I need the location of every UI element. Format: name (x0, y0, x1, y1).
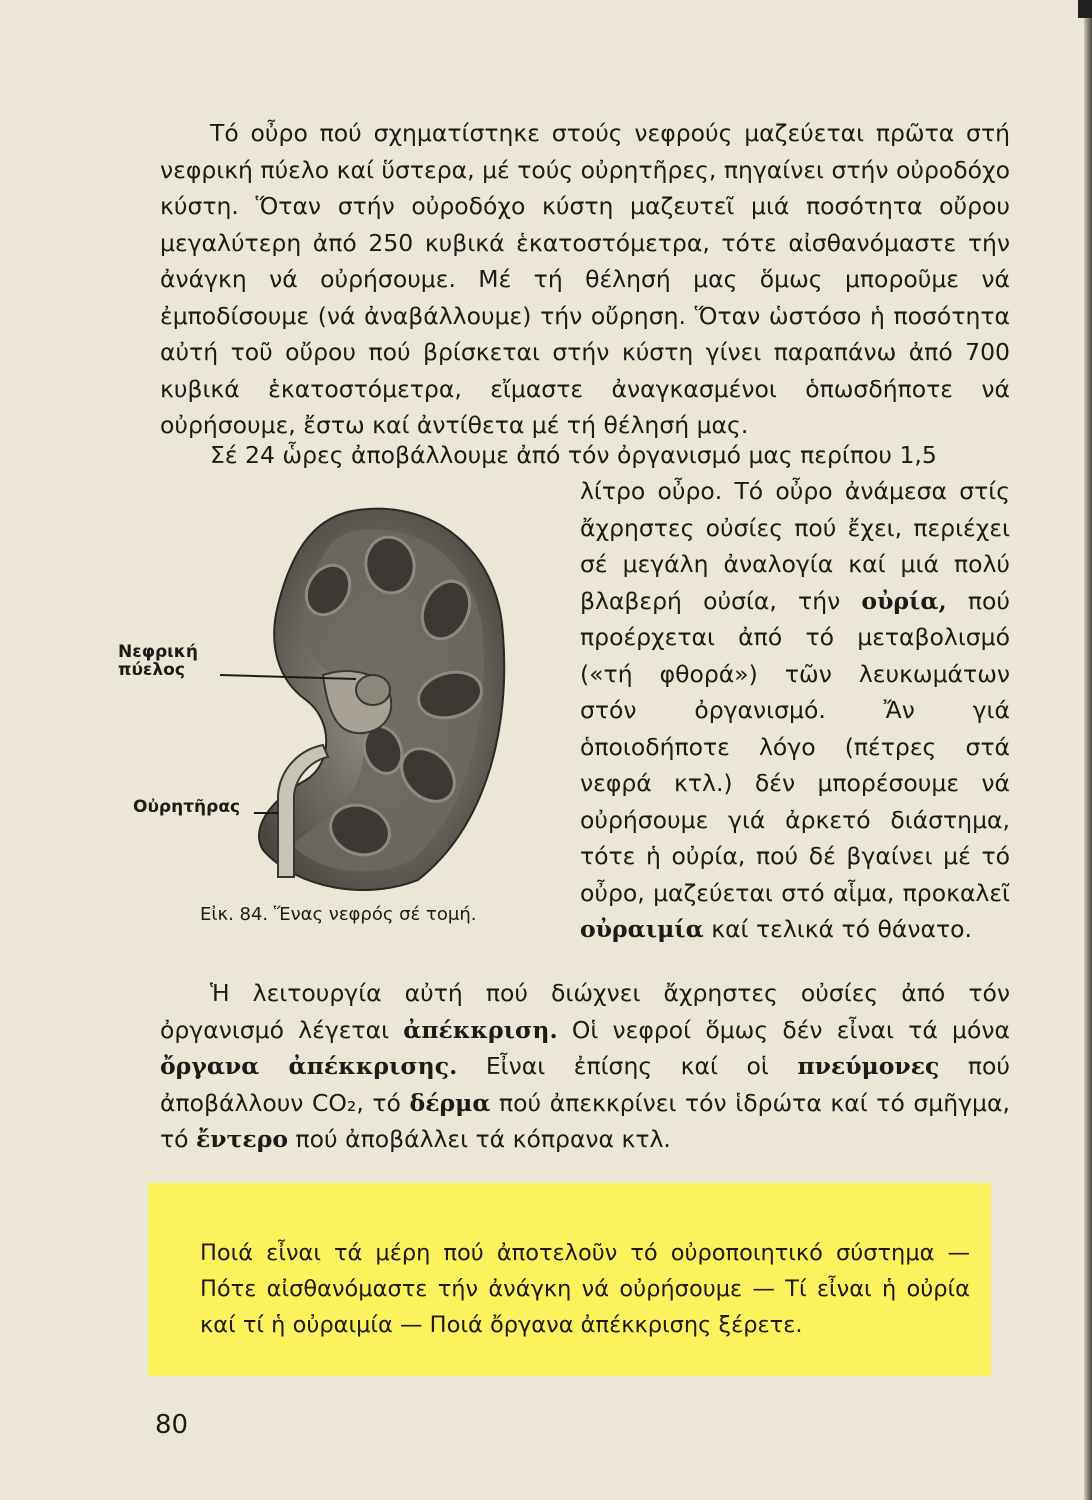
bold-term-intestine: ἔντερο (196, 1125, 289, 1153)
text-run: καί τελικά τό θάνατο. (711, 915, 972, 943)
bold-term-lungs: πνεύμονες (797, 1052, 940, 1080)
label-text: πύελος (118, 660, 185, 680)
figure-caption: Εἰκ. 84. Ἕνας νεφρός σέ τομή. (200, 904, 477, 925)
bold-term-urea: οὐρία, (861, 586, 947, 615)
paragraph-daily-urine: Σέ 24 ὧρες ἀποβάλλουμε ἀπό τόν ὀργανισμό μας περίπου 1,5 (210, 441, 937, 469)
kidney-cross-section-figure (118, 495, 568, 895)
text-run: Οἱ νεφροί ὅμως δέν εἶναι τά μόνα (571, 1015, 1010, 1044)
text-run: πού ἀποβάλλει τά κόπρανα κτλ. (295, 1125, 671, 1153)
text-run: Εἶναι ἐπίσης καί οἱ (485, 1052, 769, 1080)
bold-term-skin: δέρμα (409, 1088, 491, 1117)
questions-box (148, 1183, 991, 1376)
paragraph-urine-collection: Τό οὖρο πού σχηματίστηκε στούς νεφρούς μαζεύεται πρῶτα στή νεφρική πύελο καί ὕστερα, μέ τούς οὐρητῆρες, πηγαίνει στήν οὐροδόχο κύστη. Ὅταν στήν οὐροδόχο κύστη μαζευτεῖ μιά ποσότητα οὔρου μεγαλύτερη ἀπό 250 κυβικά ἑκατοστόμετρα, τότε αἰσθανόμαστε τήν ἀνάγκη νά οὐρήσουμε. Μέ τή θέλησή μας ὅμως μποροῦμε νά ἐμποδίσουμε (νά ἀναβάλλουμε) τήν οὔρηση. Ὅταν ὡστόσο ἡ ποσότητα αὐτή τοῦ οὔρου πού βρίσκεται στήν κύστη γίνει παραπάνω ἀπό 700 κυβικά ἑκατοστόμετρα, εἴμαστε ἀναγκασμένοι ὁπωσδήποτε νά οὐρήσουμε, ἔστω καί ἀντίθετα μέ τή θέλησή μας. (160, 119, 1010, 439)
text-run: λίτρο οὖρο. Τό οὖρο ἀνάμεσα στίς ἄχρηστες οὐσίες πού ἔχει, περιέχει σέ μεγάλη ἀναλογία καί μιά πολύ βλαβερή οὐσία, τήν (580, 477, 1010, 615)
text-run: πού ἀπεκκρίνει τόν ἱδρώτα καί τό σμῆγμα, τό (160, 1088, 1010, 1153)
paragraph-excretion (160, 975, 1010, 1158)
bold-term-excretion: ἀπέκκριση. (403, 1015, 558, 1044)
page-corner-mark (1078, 0, 1092, 18)
text-run: πού ἀποβάλλουν CO₂, τό (160, 1052, 1010, 1117)
text-run: πού προέρχεται ἀπό τό μεταβολισμό («τή φθορά») τῶν λευκωμάτων στόν ὀργανισμό. Ἄν γιά ὁποιοδήποτε λόγο (πέτρες στά νεφρά κτλ.) δέν μπορέσουμε νά οὐρήσουμε γιά ἀρκετό διάστημα, τότε ἡ οὐρία, πού δέ βγαίνει μέ τό οὖρο, μαζεύεται στό αἷμα, προκαλεῖ (580, 586, 1010, 907)
bold-term-excretory-organs: ὄργανα ἀπέκκρισης. (160, 1052, 458, 1080)
review-questions: Ποιά εἶναι τά μέρη πού ἀποτελοῦν τό οὐροποιητικό σύστημα — Πότε αἰσθανόμαστε τήν ἀνάγκη νά οὐρήσουμε — Τί εἶναι ἡ οὐρία καί τί ἡ οὐραιμία — Ποιά ὄργανα ἀπέκκρισης ξέρετε. (200, 1240, 970, 1338)
bold-term-uremia: οὐραιμία (580, 915, 704, 943)
text-run: Ἡ λειτουργία αὐτή πού διώχνει ἄχρηστες οὐσίες ἀπό τόν ὀργανισμό λέγεται (160, 979, 1010, 1044)
page-edge (1084, 0, 1092, 1500)
page-number: 80 (155, 1410, 189, 1440)
kidney-illustration (128, 495, 568, 895)
paragraph-urea (580, 473, 1010, 948)
label-ureter: Οὐρητῆρας (133, 797, 241, 817)
label-renal-pelvis (118, 643, 198, 679)
label-text: Νεφρική (118, 642, 198, 662)
